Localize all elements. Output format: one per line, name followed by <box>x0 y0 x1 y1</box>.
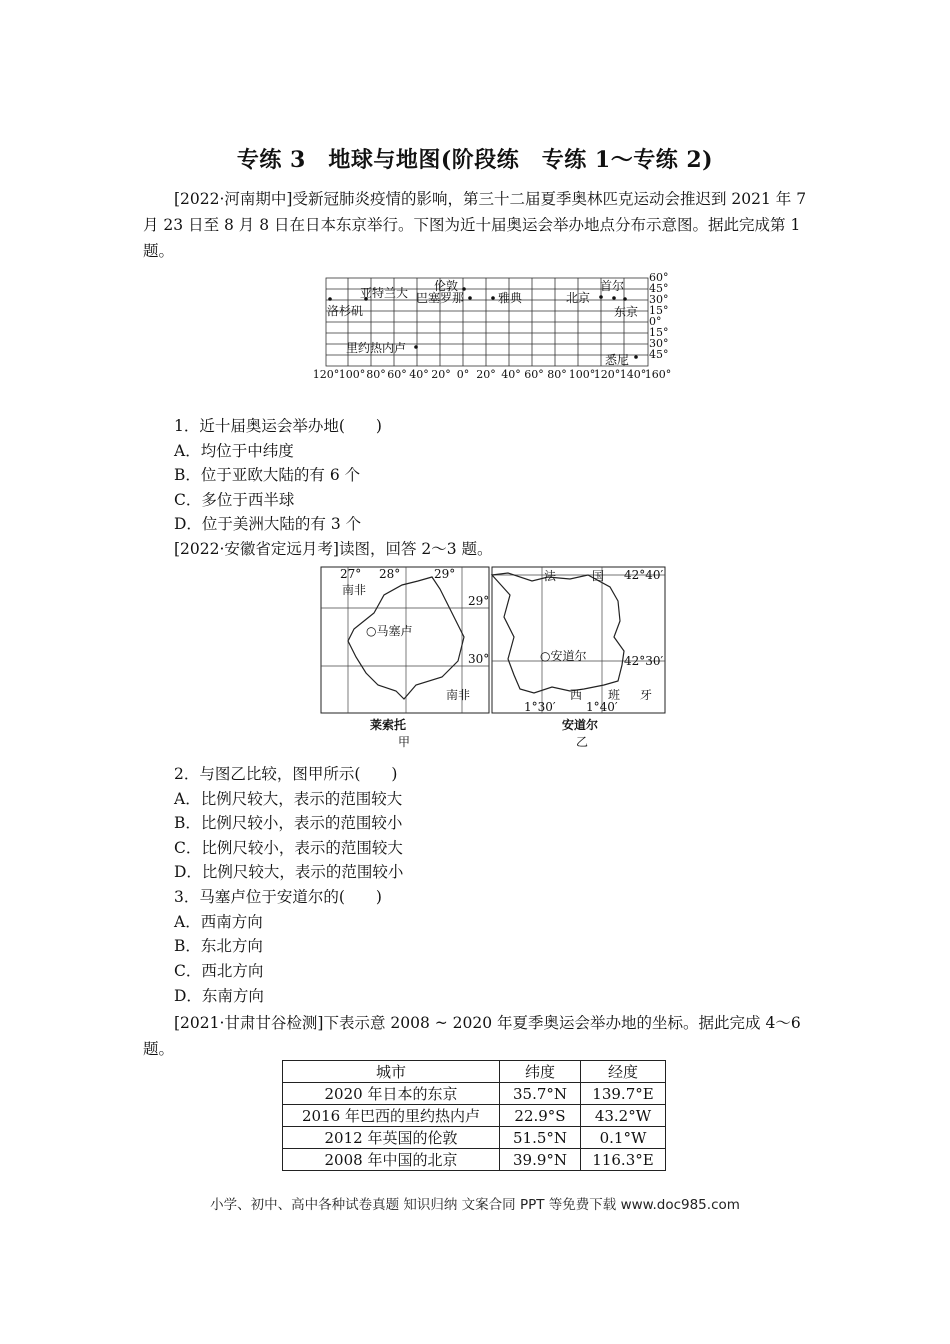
page-footer[interactable]: 小学、初中、高中各种试卷真题 知识归纳 文案合同 PPT 等免费下载 www.doc985.com <box>210 1197 740 1213</box>
svg-text:80°: 80° <box>547 368 567 381</box>
longitude-labels <box>313 368 672 381</box>
france-label-1: 法 <box>544 569 557 583</box>
svg-text:30°: 30° <box>468 652 490 666</box>
svg-text:100°: 100° <box>568 368 596 381</box>
jia-name: 莱索托 <box>370 718 407 732</box>
svg-text:40°: 40° <box>501 368 521 381</box>
svg-text:1°30′: 1°30′ <box>524 700 556 714</box>
intro-paragraph-2: [2022·安徽省定远月考]读图，回答 2～3 题。 <box>174 540 493 558</box>
q1-stem: 1．近十届奥运会举办地( ) <box>174 417 382 435</box>
svg-text:27°: 27° <box>340 567 362 581</box>
q1-option-d[interactable]: D．位于美洲大陆的有 3 个 <box>174 515 362 533</box>
south-africa-label-south: 南非 <box>446 688 471 702</box>
svg-text:42°30′: 42°30′ <box>624 654 664 668</box>
table-header-row <box>283 1061 666 1083</box>
svg-text:15°: 15° <box>649 304 669 317</box>
page-title: 专练 3 地球与地图(阶段练 专练 1～专练 2) <box>236 147 714 173</box>
table-header-longitude: 经度 <box>581 1061 666 1083</box>
city-label-seoul: 首尔 <box>600 279 625 293</box>
svg-text:60°: 60° <box>649 271 669 284</box>
olympic-host-map <box>312 271 674 384</box>
q3-option-d[interactable]: D．东南方向 <box>174 987 264 1005</box>
city-label-los-angeles: 洛杉矶 <box>327 304 364 318</box>
svg-text:1°40′: 1°40′ <box>586 700 618 714</box>
olympic-coordinates-table <box>282 1060 666 1171</box>
svg-text:100°: 100° <box>338 368 366 381</box>
city-label-barcelona: 巴塞罗那 <box>416 291 465 305</box>
svg-text:45°: 45° <box>649 282 669 295</box>
table-row: 2020 年日本的东京 35.7°N 139.7°E <box>283 1083 666 1105</box>
spain-label-2: 班 <box>608 688 621 702</box>
q3-stem: 3．马塞卢位于安道尔的( ) <box>174 888 382 906</box>
svg-text:160°: 160° <box>644 368 672 381</box>
svg-text:60°: 60° <box>387 368 407 381</box>
lesotho-andorra-maps <box>318 565 670 750</box>
table-row: 2016 年巴西的里约热内卢 22.9°S 43.2°W <box>283 1105 666 1127</box>
svg-text:120°: 120° <box>312 368 340 381</box>
city-labels <box>327 278 638 367</box>
q1-option-a[interactable]: A．均位于中纬度 <box>174 442 294 460</box>
latitude-labels <box>649 271 669 361</box>
table-header-city: 城市 <box>283 1061 500 1083</box>
svg-text:15°: 15° <box>649 326 669 339</box>
q3-option-b[interactable]: B．东北方向 <box>174 937 263 955</box>
map-jia <box>321 567 489 749</box>
andorra-city-label: ○安道尔 <box>540 649 587 663</box>
city-label-tokyo: 东京 <box>614 305 639 319</box>
q3-option-c[interactable]: C．西北方向 <box>174 962 264 980</box>
jia-caption: 甲 <box>398 735 411 749</box>
table-row: 2008 年中国的北京 39.9°N 116.3°E <box>283 1149 666 1171</box>
q2-option-b[interactable]: B．比例尺较小，表示的范围较小 <box>174 814 403 832</box>
svg-text:45°: 45° <box>649 348 669 361</box>
yi-name: 安道尔 <box>562 718 599 732</box>
svg-text:29°: 29° <box>468 594 490 608</box>
q2-option-d[interactable]: D．比例尺较大，表示的范围较小 <box>174 863 404 881</box>
q2-option-c[interactable]: C．比例尺较小，表示的范围较大 <box>174 839 403 857</box>
city-label-sydney: 悉尼 <box>605 353 630 367</box>
map-yi <box>492 567 665 749</box>
svg-text:140°: 140° <box>619 368 647 381</box>
svg-text:80°: 80° <box>366 368 386 381</box>
yi-caption: 乙 <box>576 735 589 749</box>
q2-stem: 2．与图乙比较，图甲所示( ) <box>174 765 398 783</box>
svg-text:40°: 40° <box>409 368 429 381</box>
city-label-london: 伦敦 <box>434 279 459 293</box>
andorra-outline <box>492 573 624 693</box>
svg-text:20°: 20° <box>476 368 496 381</box>
city-label-beijing: 北京 <box>566 291 591 305</box>
svg-text:60°: 60° <box>524 368 544 381</box>
city-label-atlanta: 亚特兰大 <box>360 286 409 300</box>
svg-text:0°: 0° <box>456 368 470 381</box>
svg-text:30°: 30° <box>649 293 669 306</box>
svg-text:28°: 28° <box>379 567 401 581</box>
svg-text:42°40′: 42°40′ <box>624 568 664 582</box>
maseru-label: ○马塞卢 <box>366 624 413 638</box>
q1-option-c[interactable]: C．多位于西半球 <box>174 491 295 509</box>
q3-option-a[interactable]: A．西南方向 <box>174 913 263 931</box>
south-africa-label-north: 南非 <box>342 583 367 597</box>
spain-label-1: 西 <box>570 688 583 702</box>
svg-text:30°: 30° <box>649 337 669 350</box>
intro-paragraph-3: [2021·甘肃甘谷检测]下表示意 2008 ~ 2020 年夏季奥运会举办地的坐标。据此完成 4～6 题。 <box>143 1014 801 1058</box>
svg-text:120°: 120° <box>593 368 621 381</box>
intro-paragraph-1: [2022·河南期中]受新冠肺炎疫情的影响，第三十二届夏季奥林匹克运动会推迟到 2021 年 7 月 23 日至 8 月 8 日在日本东京举行。下图为近十届奥运会举办地点分布示意图。据此完成第 1 题。 <box>143 190 807 260</box>
q2-option-a[interactable]: A．比例尺较大，表示的范围较大 <box>174 790 403 808</box>
city-label-athens: 雅典 <box>498 291 523 305</box>
table-header-latitude: 纬度 <box>500 1061 581 1083</box>
city-label-rio: 里约热内卢 <box>346 341 407 355</box>
svg-text:0°: 0° <box>649 315 662 328</box>
france-label-2: 国 <box>592 569 605 583</box>
q1-option-b[interactable]: B．位于亚欧大陆的有 6 个 <box>174 466 361 484</box>
spain-label-3: 牙 <box>640 688 653 702</box>
svg-text:29°: 29° <box>434 567 456 581</box>
svg-text:20°: 20° <box>431 368 451 381</box>
table-row: 2012 年英国的伦敦 51.5°N 0.1°W <box>283 1127 666 1149</box>
